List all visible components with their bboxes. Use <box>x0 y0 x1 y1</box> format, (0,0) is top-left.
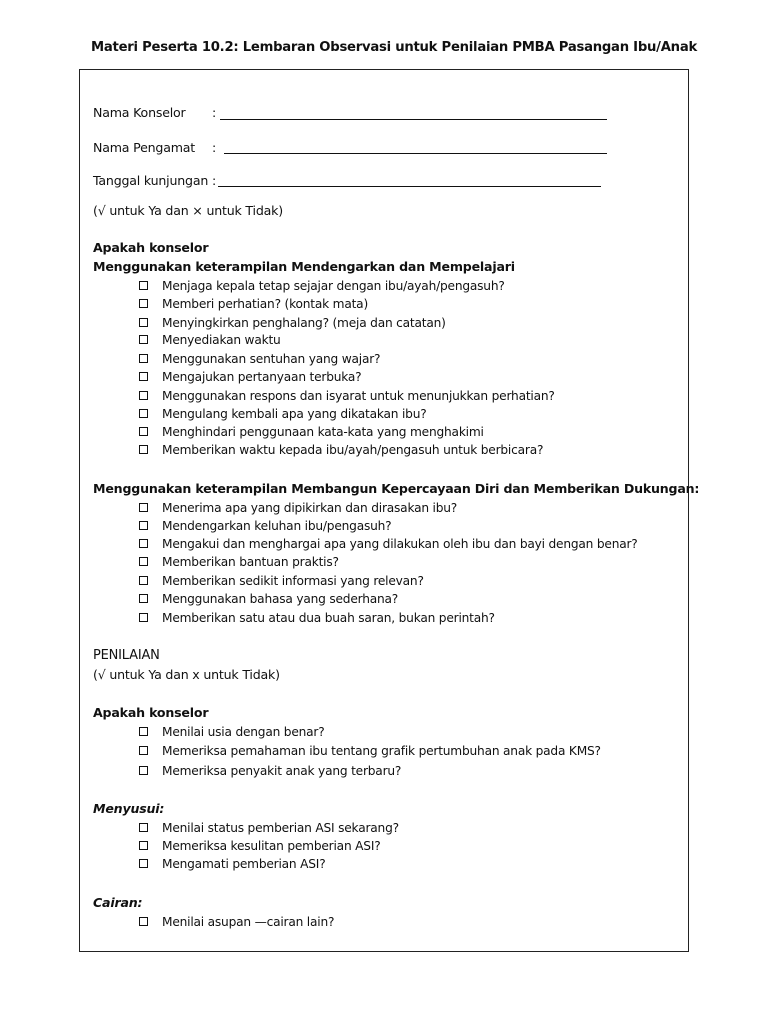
cairan-heading: Cairan: <box>93 895 143 910</box>
checkbox[interactable] <box>139 766 148 775</box>
visit-date-field[interactable] <box>218 186 601 187</box>
checkbox[interactable] <box>139 746 148 755</box>
field-label-observer: Nama Pengamat <box>93 140 196 155</box>
legend-text: (√ untuk Ya dan x untuk Tidak) <box>93 667 280 682</box>
section-heading: Menggunakan keterampilan Membangun Kepercayaan Diri dan Memberikan Dukungan: <box>93 481 700 496</box>
checkbox[interactable] <box>139 539 148 548</box>
checkbox[interactable] <box>139 823 148 832</box>
checkbox[interactable] <box>139 281 148 290</box>
checkbox[interactable] <box>139 613 148 622</box>
checkbox[interactable] <box>139 299 148 308</box>
field-label-visit-date: Tanggal kunjungan : <box>93 173 216 188</box>
checkbox[interactable] <box>139 594 148 603</box>
checkbox[interactable] <box>139 318 148 327</box>
checkbox[interactable] <box>139 445 148 454</box>
section-heading: Apakah konselor <box>93 240 209 255</box>
field-colon: : <box>212 140 217 155</box>
checkbox[interactable] <box>139 521 148 530</box>
menyusui-heading: Menyusui: <box>93 801 165 816</box>
checkbox[interactable] <box>139 427 148 436</box>
checkbox[interactable] <box>139 727 148 736</box>
checkbox[interactable] <box>139 354 148 363</box>
checkbox[interactable] <box>139 503 148 512</box>
field-colon: : <box>212 105 217 120</box>
section-subheading: Menggunakan keterampilan Mendengarkan dan Mempelajari <box>93 259 515 274</box>
checkbox[interactable] <box>139 557 148 566</box>
checkbox[interactable] <box>139 859 148 868</box>
checkbox[interactable] <box>139 841 148 850</box>
checkbox[interactable] <box>139 335 148 344</box>
checkbox[interactable] <box>139 409 148 418</box>
page-title: Materi Peserta 10.2: Lembaran Observasi untuk Penilaian PMBA Pasangan Ibu/Anak <box>91 40 697 55</box>
legend-text: (√ untuk Ya dan × untuk Tidak) <box>93 203 283 218</box>
checkbox[interactable] <box>139 372 148 381</box>
section-heading: Apakah konselor <box>93 705 209 720</box>
checkbox[interactable] <box>139 917 148 926</box>
checkbox[interactable] <box>139 391 148 400</box>
observer-name-field[interactable] <box>224 153 607 154</box>
counselor-name-field[interactable] <box>220 119 607 120</box>
field-label-counselor: Nama Konselor <box>93 105 186 120</box>
penilaian-heading: PENILAIAN <box>93 648 160 663</box>
checkbox[interactable] <box>139 576 148 585</box>
